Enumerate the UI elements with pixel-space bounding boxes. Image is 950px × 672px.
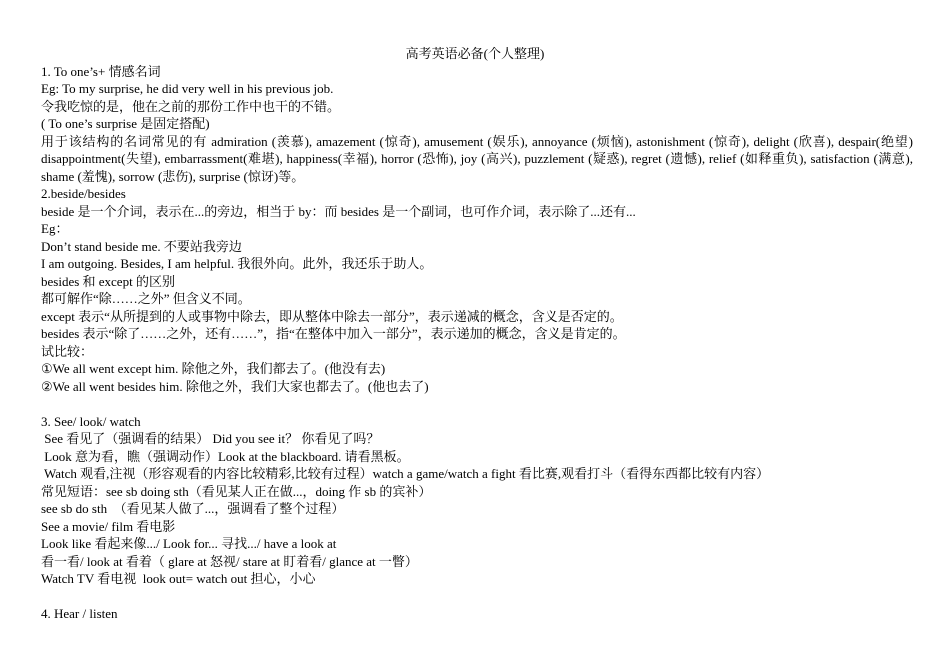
document-body bbox=[41, 63, 913, 623]
heading-1: 1. To one’s+ 情感名词 bbox=[41, 63, 161, 79]
text-line: besides 和 except 的区别 bbox=[41, 273, 175, 289]
heading-4: 4. Hear / listen bbox=[41, 606, 118, 621]
text-line: besides 表示“除了……之外，还有……”，指“在整体中加入一部分”，表示递加的概念，含义是肯定的。 bbox=[41, 326, 626, 341]
text-line: 看一看/ look at 看着（ glare at 怒视/ stare at 盯着看/ glance at 一瞥） bbox=[41, 553, 418, 569]
translation-line: 令我吃惊的是，他在之前的那份工作中也干的不错。 bbox=[41, 98, 341, 114]
heading-2: 2.beside/besides bbox=[41, 186, 126, 201]
text-line: 都可解作“除……之外” 但含义不同。 bbox=[41, 291, 251, 306]
text-line: Watch TV 看电视 look out= watch out 担心，小心 bbox=[41, 571, 316, 586]
noun-list-paragraph: 用于该结构的名词常见的有 admiration (羡慕), amazement (惊奇), amusement (娱乐), annoyance (烦恼), astonishment (惊奇), delight (欣喜), despair(绝望) disappointment(失望), embarrassment(难堪), happiness(幸福), horror (恐怖), joy (高兴), puzzlement (疑惑), regret (遗憾), relief (如释重负), satisfaction (满意), shame (羞愧), sorrow (悲伤), surprise (惊讶)等。 bbox=[41, 133, 913, 184]
text-line: Look like 看起来像.../ Look for... 寻找.../ have a look at bbox=[41, 536, 337, 551]
note-line: ( To one’s surprise 是固定搭配) bbox=[41, 116, 210, 131]
text-line: see sb do sth （看见某人做了...，强调看了整个过程） bbox=[41, 501, 345, 516]
blank-line bbox=[41, 588, 913, 606]
text-line: Look 意为看，瞧（强调动作）Look at the blackboard. 请看黑板。 bbox=[41, 448, 410, 464]
text-line: ②We all went besides him. 除他之外，我们大家也都去了。(他也去了) bbox=[41, 378, 429, 394]
text-line: See a movie/ film 看电影 bbox=[41, 518, 176, 534]
text-line: except 表示“从所提到的人或事物中除去，即从整体中除去一部分”，表示递减的概念，含义是否定的。 bbox=[41, 308, 623, 324]
text-line: I am outgoing. Besides, I am helpful. 我很外向。此外，我还乐于助人。 bbox=[41, 256, 433, 271]
text-line: ①We all went except him. 除他之外，我们都去了。(他没有去) bbox=[41, 361, 386, 376]
heading-3: 3. See/ look/ watch bbox=[41, 413, 141, 429]
text-line: 常见短语：see sb doing sth（看见某人正在做...，doing 作 sb 的宾补） bbox=[41, 483, 432, 499]
text-line: Watch 观看,注视（形容观看的内容比较精彩,比较有过程）watch a game/watch a fight 看比赛,观看打斗（看得东西都比较有内容） bbox=[41, 466, 770, 481]
text-line: Eg： bbox=[41, 221, 69, 236]
blank-line bbox=[41, 395, 913, 413]
text-line: See 看见了（强调看的结果） Did you see it？ 你看见了吗？ bbox=[41, 431, 380, 446]
example-line: Eg: To my surprise, he did very well in his previous job. bbox=[41, 81, 334, 96]
text-line: 试比较： bbox=[41, 343, 94, 359]
text-line: Don’t stand beside me. 不要站我旁边 bbox=[41, 238, 242, 254]
document-title: 高考英语必备(个人整理) bbox=[405, 46, 545, 61]
text-line: beside 是一个介词，表示在...的旁边，相当于 by：而 besides 是一个副词，也可作介词，表示除了...还有... bbox=[41, 203, 636, 219]
